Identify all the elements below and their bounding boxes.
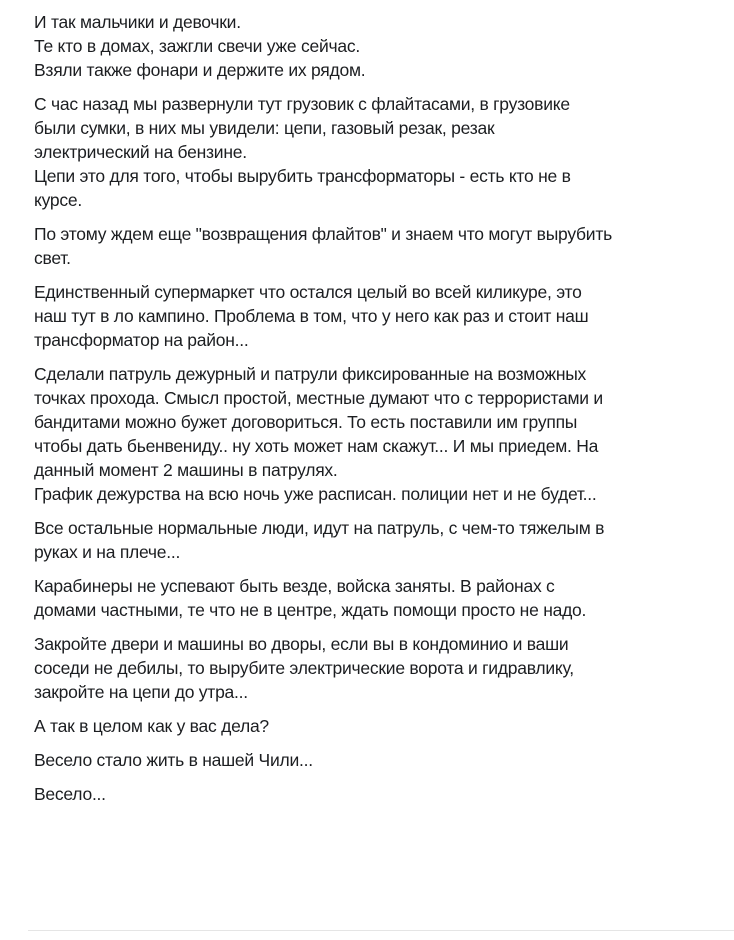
text-line: А так в целом как у вас дела? <box>34 716 269 736</box>
paragraph-7 <box>34 574 728 622</box>
text-line: домами частными, те что не в центре, ждать помощи просто не надо. <box>34 600 587 620</box>
text-line: Цепи это для того, чтобы вырубить трансформаторы - есть кто не в <box>34 166 571 186</box>
text-line: данный момент 2 машины в патрулях. <box>34 460 338 480</box>
paragraph-3 <box>34 222 728 270</box>
paragraph-1 <box>34 10 728 82</box>
text-line: Те кто в домах, зажгли свечи уже сейчас. <box>34 36 360 56</box>
paragraph-5 <box>34 362 728 506</box>
text-line: свет. <box>34 248 71 268</box>
paragraph-6 <box>34 516 728 564</box>
text-line: Единственный супермаркет что остался целый во всей киликуре, это <box>34 282 582 302</box>
text-line: наш тут в ло кампино. Проблема в том, что у него как раз и стоит наш <box>34 306 589 326</box>
text-line: руках и на плече... <box>34 542 181 562</box>
text-line: Весело стало жить в нашей Чили... <box>34 750 313 770</box>
text-line: закройте на цепи до утра... <box>34 682 248 702</box>
text-line: точках прохода. Смысл простой, местные думают что с террористами и <box>34 388 603 408</box>
text-line: Закройте двери и машины во дворы, если вы в кондоминио и ваши <box>34 634 569 654</box>
text-line: чтобы дать бьенвениду.. ну хоть может нам скажут... И мы приедем. На <box>34 436 599 456</box>
text-line: были сумки, в них мы увидели: цепи, газовый резак, резак <box>34 118 495 138</box>
paragraph-4 <box>34 280 728 352</box>
text-line: Сделали патруль дежурный и патрули фиксированные на возможных <box>34 364 587 384</box>
text-line: бандитами можно бужет договориться. То есть поставили им группы <box>34 412 578 432</box>
text-line: По этому ждем еще "возвращения флайтов" и знаем что могут вырубить <box>34 224 612 244</box>
text-line: соседи не дебилы, то вырубите электрические ворота и гидравлику, <box>34 658 574 678</box>
bottom-divider <box>28 930 734 931</box>
text-line: Карабинеры не успевают быть везде, войска заняты. В районах с <box>34 576 555 596</box>
text-line: График дежурства на всю ночь уже расписан. полиции нет и не будет... <box>34 484 597 504</box>
text-line: электрический на бензине. <box>34 142 247 162</box>
text-line: С час назад мы развернули тут грузовик с флайтасами, в грузовике <box>34 94 570 114</box>
paragraph-8 <box>34 632 728 704</box>
text-line: И так мальчики и девочки. <box>34 12 241 32</box>
paragraph-9 <box>34 714 728 738</box>
paragraph-11 <box>34 782 728 806</box>
text-line: Весело... <box>34 784 106 804</box>
paragraph-10 <box>34 748 728 772</box>
paragraph-2 <box>34 92 728 212</box>
text-line: Все остальные нормальные люди, идут на патруль, с чем-то тяжелым в <box>34 518 605 538</box>
text-line: трансформатор на район... <box>34 330 249 350</box>
text-line: Взяли также фонари и держите их рядом. <box>34 60 366 80</box>
text-line: курсе. <box>34 190 82 210</box>
